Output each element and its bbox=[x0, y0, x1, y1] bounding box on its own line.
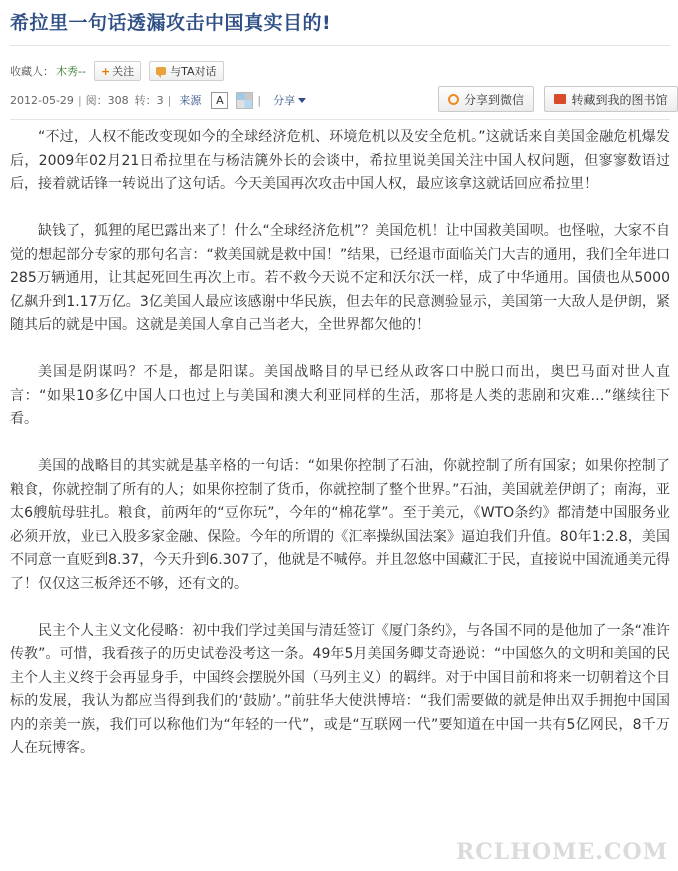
font-size-button[interactable]: A bbox=[211, 92, 228, 109]
header-divider bbox=[10, 119, 670, 120]
chat-button[interactable] bbox=[149, 61, 223, 81]
chat-label: 与TA对话 bbox=[170, 65, 217, 78]
follow-label: 关注 bbox=[112, 65, 135, 78]
share-wechat-label: 分享到微信 bbox=[463, 92, 524, 107]
collector-bar bbox=[10, 60, 224, 82]
wechat-icon bbox=[448, 94, 459, 105]
plus-icon: + bbox=[100, 64, 111, 78]
repost-count: 转：3 bbox=[134, 94, 164, 107]
background-color-icon[interactable] bbox=[236, 92, 253, 109]
paragraph: 美国的战略目的其实就是基辛格的一句话：“如果你控制了石油，你就控制了所有国家；如果你控制了粮食，你就控制了所有的人；如果你控制了货币，你就控制了整个世界。”石油，美国就差伊朗了；南海，亚太6艘航母驻扎。粮食，前两年的“豆你玩”，今年的“棉花掌”。至于美元，《WTO条约》都清楚中国服务业必须开放，业已入股多家金融、保险。今年的所谓的《汇率操纵国法案》逼迫我们升值。80年1:2.8，美国不同意一直贬到8.37，今天升到6.307了，他就是不喊停。并且忽悠中国藏汇于民，直接说中国流通美元得了！仅仅这三板斧还不够，还有文的。 bbox=[10, 458, 670, 592]
paragraph: 民主个人主义文化侵略：初中我们学过美国与清廷签订《厦门条约》，与各国不同的是他加了一条“准许传教”。可惜，我看孩子的历史试卷没考这一条。49年5月美国务卿艾奇逊说：“中国悠久的文明和美国的民主个人主义终于会再显身手，中国终会摆脱外国（马列主义）的羁绊。对于中国目前和将来一切朝着这个目标的发展，我认为都应当得到我们的‘鼓励’。”前驻华大使洪博培：“我们需要做的就是伸出双手拥抱中国国内的亲美一族，我们可以称他们为“年轻的一代”，或是“互联网一代”要知道在中国一共有5亿网民，8千万人在玩博客。 bbox=[10, 622, 670, 756]
source-link[interactable]: 来源 bbox=[179, 94, 202, 107]
follow-button[interactable] bbox=[94, 61, 141, 81]
title-divider bbox=[10, 45, 670, 46]
paragraph: “不过，人权不能改变现如今的全球经济危机、环境危机以及安全危机。”这就话来自美国金融危机爆发后，2009年02月21日希拉里在与杨洁篪外长的会谈中，希拉里说美国关注中国人权问题，但寥寥数语过后，接着就话锋一转说出了这句话。今天美国再次攻击中国人权，最应该拿这就话回应希拉里！ bbox=[10, 129, 670, 192]
paragraph: 美国是阴谋吗？不是，都是阳谋。美国战略目的早已经从政客口中脱口而出，奥巴马面对世人直言：“如果10多亿中国人口也过上与美国和澳大利亚同样的生活，那将是人类的悲剧和灾难…”继续往下看。 bbox=[10, 364, 670, 427]
paragraph: 缺钱了，狐狸的尾巴露出来了！什么“全球经济危机”？美国危机！让中国救美国呗。也怪啦，大家不自觉的想起部分专家的那句名言：“救美国就是救中国！”结果，已经退市面临关门大吉的通用，我们全年进口285万辆通用，让其起死回生再次上市。若不救今天说不定和沃尔沃一样，成了中华通用。国债也从5000亿飙升到1.17万亿。3亿美国人最应该感谢中华民族，但去年的民意测验显示，美国第一大敌人是伊朗，紧随其后的就是中国。这就是美国人拿自己当老大，全世界都欠他的！ bbox=[10, 223, 670, 333]
collector-name-link[interactable]: 木秀-- bbox=[56, 65, 86, 78]
article-body bbox=[10, 126, 670, 784]
read-count: 阅：308 bbox=[85, 94, 129, 107]
share-dropdown[interactable] bbox=[273, 92, 306, 108]
save-to-library-button[interactable] bbox=[544, 86, 678, 112]
book-icon bbox=[554, 94, 566, 104]
site-watermark: RCLHOME.COM bbox=[455, 839, 668, 865]
collector-label: 收藏人： bbox=[10, 65, 54, 78]
article-info-bar: 2012-05-29 | 阅：308 转：3 | 来源 A | 分享 bbox=[10, 88, 306, 112]
share-label: 分享 bbox=[273, 94, 296, 107]
publish-date: 2012-05-29 bbox=[10, 93, 74, 107]
save-to-library-label: 转藏到我的图书馆 bbox=[571, 92, 668, 107]
article-title: 希拉里一句话透漏攻击中国真实目的! bbox=[10, 12, 332, 34]
chat-bubble-icon bbox=[156, 67, 166, 75]
chevron-down-icon bbox=[298, 98, 306, 103]
share-wechat-button[interactable] bbox=[438, 86, 534, 112]
